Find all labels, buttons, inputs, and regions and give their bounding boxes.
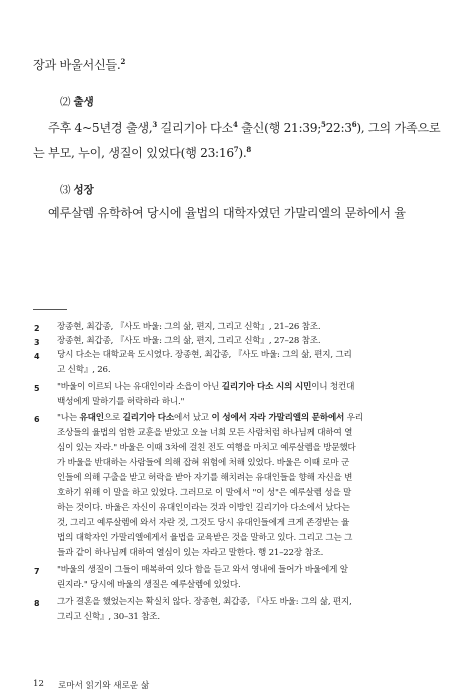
body-text: 22:3	[325, 121, 352, 135]
footnote-number: 5	[34, 384, 40, 393]
heading-text: 성장	[73, 184, 94, 196]
body-text: 길리기아 다소	[156, 121, 233, 135]
footnote-text: 호하기 위해 이 말을 하고 있었다. 그러므로 이 말에서 "이 성"은 예루살렘 성을 말	[57, 488, 352, 498]
heading-text: 출생	[73, 96, 94, 108]
footnote-ref: 3	[152, 120, 157, 129]
body-text: ).	[238, 146, 247, 160]
footnote-text: 고 신학』, 26.	[57, 365, 111, 375]
footnote-number: 2	[34, 324, 40, 333]
footnote-text: 장종현, 최갑종, 『사도 바울: 그의 삶, 편지, 그리고 신학』, 27–28 참조.	[57, 336, 321, 346]
section-heading-growth	[60, 183, 94, 197]
footnote-ref: 8	[246, 145, 251, 154]
footnote-text: 장종현, 최갑종, 『사도 바울: 그의 삶, 편지, 그리고 신학』, 21–26 참조.	[57, 322, 321, 332]
footnote-text	[57, 412, 363, 424]
body-text: 주후 4~5년경 출생,	[48, 121, 153, 135]
footnote-text-part: 우리	[344, 413, 363, 423]
footnote-ref: 6	[351, 120, 357, 129]
body-line-2	[48, 116, 440, 137]
footnote-text: 그리고 신학』, 30–31 참조.	[57, 612, 160, 622]
footnote-text: 심이 있는 자라." 바울은 이때 3차에 걸친 전도 여행을 마치고 예루살렘을 방문했다	[57, 443, 356, 453]
section-heading-birth	[60, 95, 94, 109]
footnote-text: 백성에게 말하기를 허락하라 하니."	[57, 397, 185, 407]
footnote-emphasis: 길리기아 다소	[122, 413, 174, 423]
footnote-emphasis: 길리기아 다소 시의 시민	[221, 382, 312, 392]
footnote-text: 들과 같이 하나님께 대하여 열심이 있는 자라고 말한다. 행 21–22장 참조.	[57, 548, 324, 558]
body-text: 예루살렘 유학하여 당시에 율법의 대학자였던 가말리엘의 문하에서 율	[48, 206, 406, 220]
footnote-text-part: 에서 났고	[173, 413, 212, 423]
footnote-text: 법의 대학자인 가말리엘에게서 율법을 교육받은 것을 말하고 있다. 그리고 그는 그	[57, 533, 353, 543]
body-text: 는 부모, 누이, 생질이 있었다(행 23:16	[33, 146, 234, 160]
body-text: 장과 바울서신들.	[33, 58, 121, 72]
footnote-ref: 4	[232, 120, 238, 129]
heading-number: ⑵	[60, 96, 71, 108]
footnote-text: "바울의 생질이 그들이 매복하여 있다 함을 듣고 와서 영내에 들어가 바울에게 알	[57, 565, 348, 575]
footnote-number: 3	[34, 338, 40, 347]
running-footer-title: 로마서 읽기와 새로운 삶	[58, 681, 150, 691]
body-text: ), 그의 가족으로	[356, 121, 441, 135]
footnote-text: 조상들의 율법의 엄한 교훈을 받았고 오늘 너희 모든 사람처럼 하나님께 대하여 열	[57, 428, 353, 438]
footnote-number: 8	[34, 599, 40, 608]
footnote-text: 린지라." 당시에 바울의 생질은 예루살렘에 있었다.	[57, 580, 241, 590]
body-line-4	[48, 204, 406, 222]
footnote-ref: 5	[321, 120, 326, 129]
footnote-ref: 2	[120, 57, 126, 66]
footnote-text-part: "나는	[57, 413, 80, 423]
footnote-number: 4	[34, 352, 40, 361]
footnote-emphasis: 유대인	[79, 413, 104, 423]
footnote-text: 가 바울을 반대하는 사람들에 의해 잡혀 위험에 처해 있었다. 바울은 이때 로마 군	[57, 458, 350, 468]
footnote-text: 하는 것이다. 바울은 자신이 유대인이라는 것과 이방인 길리기아 다소에서 났다는	[57, 503, 350, 513]
footnote-text: 것, 그리고 예루살렘에 와서 자란 것, 그것도 당시 유대인들에게 크게 존경받는 율	[57, 518, 350, 528]
footnote-text-part: 이니 청컨대	[311, 382, 355, 392]
footnote-text: 인들에 의해 구출을 받고 허락을 받아 자기를 해치려는 유대인들을 향해 자신을 변	[57, 473, 353, 483]
footnote-emphasis: 이 성에서 자라 가말리엘의 문하에서	[211, 413, 345, 423]
footnote-ref: 7	[233, 145, 239, 154]
footnote-text: 그가 결혼을 했었는지는 확실치 않다. 장종현, 최갑종, 『사도 바울: 그의 삶, 편지,	[57, 597, 352, 607]
footnote-divider	[33, 309, 67, 310]
footnote-number: 7	[34, 567, 40, 576]
footnote-text: 당시 다소는 대학교육 도시였다. 장종현, 최갑종, 『사도 바울: 그의 삶, 편지, 그리	[57, 350, 352, 360]
body-line-3	[33, 141, 251, 162]
footnote-text	[57, 381, 354, 393]
footnote-text-part: "바울이 이르되 나는 유대인이라 소읍이 아닌	[57, 382, 222, 392]
heading-number: ⑶	[60, 184, 71, 196]
body-line-1	[33, 53, 125, 74]
page-number: 12	[33, 679, 44, 689]
body-text: 출신(행 21:39;	[237, 121, 321, 135]
footnote-text-part: 으로	[103, 413, 123, 423]
footnote-number: 6	[34, 415, 40, 424]
